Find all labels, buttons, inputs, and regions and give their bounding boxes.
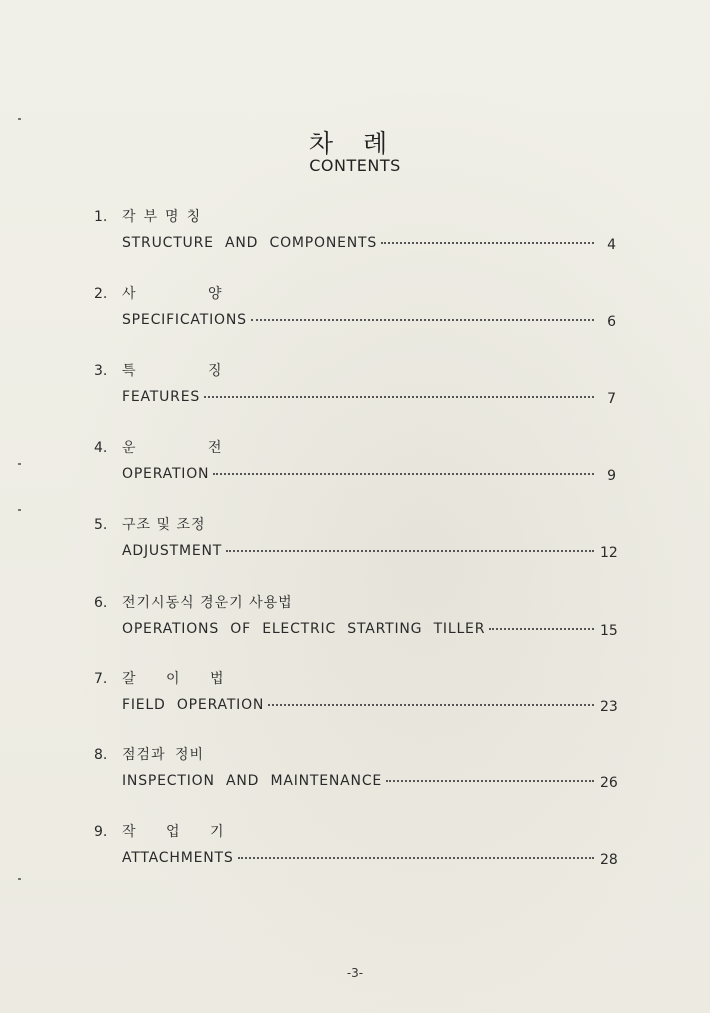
dot-leader [381, 240, 594, 244]
entry-korean-title: 점검과 정비 [122, 747, 205, 763]
entry-english-title: FEATURES [122, 389, 201, 405]
entry-korean-title: 작 업 기 [122, 824, 234, 840]
dot-leader [238, 855, 594, 859]
entry-english-title: FIELD OPERATION [122, 697, 265, 713]
entry-number: 6. [94, 595, 108, 611]
entry-korean-title: 갈 이 법 [122, 671, 234, 687]
dot-leader [268, 702, 594, 706]
entry-number: 3. [94, 363, 108, 379]
entry-english-title: OPERATION [122, 466, 210, 482]
dot-leader [251, 317, 594, 321]
entry-number: 9. [94, 824, 108, 840]
toc-entry[interactable] [94, 438, 616, 484]
toc-entry[interactable] [94, 515, 616, 561]
scan-speck [18, 463, 21, 465]
dot-leader [489, 626, 594, 630]
entry-number: 8. [94, 747, 108, 763]
entry-page-number: 9 [607, 468, 616, 484]
entry-number: 2. [94, 286, 108, 302]
toc-entry[interactable] [94, 593, 616, 639]
entry-number: 7. [94, 671, 108, 687]
entry-page-number: 12 [600, 545, 618, 561]
dot-leader [226, 548, 594, 552]
entry-english-title: SPECIFICATIONS [122, 312, 247, 328]
dot-leader [386, 778, 594, 782]
entry-english-title: STRUCTURE AND COMPONENTS [122, 235, 378, 251]
toc-entry[interactable] [94, 207, 616, 253]
entry-page-number: 26 [600, 775, 618, 791]
entry-english-title: OPERATIONS OF ELECTRIC STARTING TILLER [122, 621, 486, 637]
toc-entry[interactable] [94, 669, 616, 715]
entry-page-number: 23 [600, 699, 618, 715]
entry-korean-title: 특 징 [122, 363, 256, 379]
scan-speck [18, 118, 21, 120]
entry-english-title: ADJUSTMENT [122, 543, 223, 559]
entry-page-number: 4 [607, 237, 616, 253]
page-number-footer: -3- [346, 966, 364, 980]
contents-title-english: CONTENTS [309, 156, 401, 175]
entry-korean-title: 구조 및 조정 [122, 517, 206, 533]
entry-english-title: ATTACHMENTS [122, 850, 234, 866]
toc-entry[interactable] [94, 284, 616, 330]
entry-korean-title: 운 전 [122, 440, 256, 456]
entry-korean-title: 사 양 [122, 286, 256, 302]
entry-korean-title: 전기시동식 경운기 사용법 [122, 595, 293, 611]
entry-page-number: 7 [607, 391, 616, 407]
dot-leader [213, 471, 594, 475]
scan-speck [18, 509, 21, 511]
entry-page-number: 6 [607, 314, 616, 330]
entry-page-number: 28 [600, 852, 618, 868]
dot-leader [204, 394, 594, 398]
toc-entry[interactable] [94, 361, 616, 407]
entry-english-title: INSPECTION AND MAINTENANCE [122, 773, 383, 789]
entry-number: 4. [94, 440, 108, 456]
entry-number: 1. [94, 209, 108, 225]
toc-entry[interactable] [94, 822, 616, 868]
entry-page-number: 15 [600, 623, 618, 639]
entry-korean-title: 각부명칭 [122, 209, 209, 225]
entry-number: 5. [94, 517, 108, 533]
toc-entry[interactable] [94, 745, 616, 791]
contents-title-korean: 차례 [308, 129, 418, 158]
scan-speck [18, 878, 21, 880]
